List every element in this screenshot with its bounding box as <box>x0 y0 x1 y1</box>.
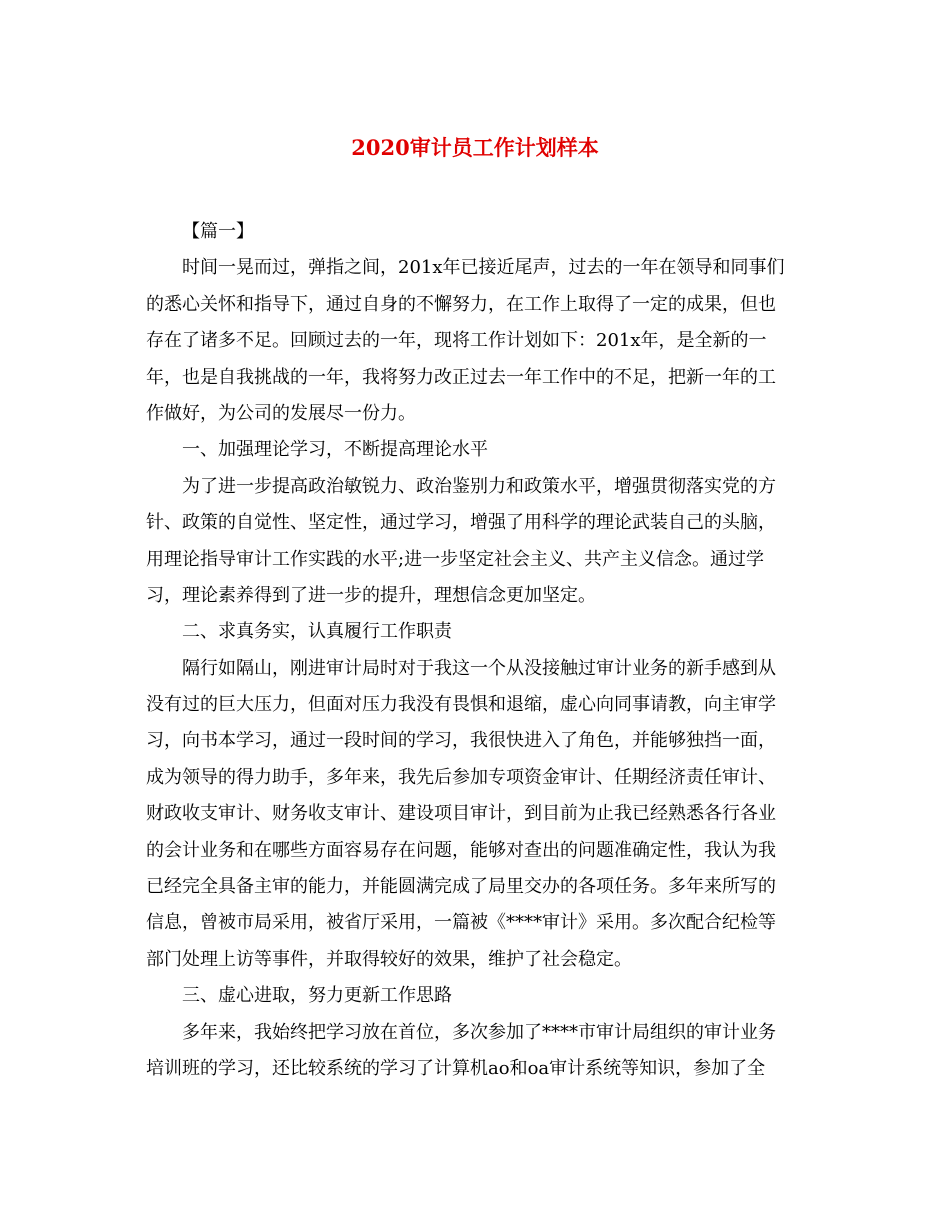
section-heading: 三、虚心进取，努力更新工作思路 <box>182 985 452 1007</box>
section-heading: 一、加强理论学习，不断提高理论水平 <box>182 439 488 461</box>
paragraph-line: 部门处理上访等事件，并取得较好的效果，维护了社会稳定。 <box>146 948 632 970</box>
section-heading: 二、求真务实，认真履行工作职责 <box>182 621 452 643</box>
paragraph-line: 的会计业务和在哪些方面容易存在问题，能够对查出的问题准确定性，我认为我 <box>146 839 776 861</box>
paragraph-line: 时间一晃而过，弹指之间，201x年已接近尾声，过去的一年在领导和同事们 <box>182 257 785 279</box>
paragraph-line: 多年来，我始终把学习放在首位，多次参加了****市审计局组织的审计业务 <box>182 1021 776 1043</box>
paragraph-line: 成为领导的得力助手，多年来，我先后参加专项资金审计、任期经济责任审计、 <box>146 766 776 788</box>
paragraph-line: 为了进一步提高政治敏锐力、政治鉴别力和政策水平，增强贯彻落实党的方 <box>182 475 776 497</box>
paragraph-line: 针、政策的自觉性、坚定性，通过学习，增强了用科学的理论武装自己的头脑， <box>146 512 776 534</box>
paragraph-line: 习，理论素养得到了进一步的提升，理想信念更加坚定。 <box>146 584 596 606</box>
document-body <box>146 214 806 1087</box>
paragraph-line: 的悉心关怀和指导下，通过自身的不懈努力，在工作上取得了一定的成果，但也 <box>146 293 776 315</box>
paragraph-line: 用理论指导审计工作实践的水平;进一步坚定社会主义、共产主义信念。通过学 <box>146 548 765 570</box>
paragraph-line: 财政收支审计、财务收支审计、建设项目审计，到目前为止我已经熟悉各行各业 <box>146 803 776 825</box>
paragraph-line: 习，向书本学习，通过一段时间的学习，我很快进入了角色，并能够独挡一面， <box>146 730 776 752</box>
paragraph-line: 隔行如隔山，刚进审计局时对于我这一个从没接触过审计业务的新手感到从 <box>182 657 776 679</box>
paragraph-line: 作做好，为公司的发展尽一份力。 <box>146 402 416 424</box>
document-title: 2020审计员工作计划样本 <box>351 135 599 160</box>
paragraph-line: 没有过的巨大压力，但面对压力我没有畏惧和退缩，虚心向同事请教，向主审学 <box>146 694 776 716</box>
paragraph-line: 信息，曾被市局采用，被省厅采用，一篇被《****审计》采用。多次配合纪检等 <box>146 912 776 934</box>
paragraph-line: 年，也是自我挑战的一年，我将努力改正过去一年工作中的不足，把新一年的工 <box>146 366 776 388</box>
paragraph-line: 培训班的学习，还比较系统的学习了计算机ao和oa审计系统等知识，参加了全 <box>146 1057 766 1079</box>
paragraph-line: 已经完全具备主审的能力，并能圆满完成了局里交办的各项任务。多年来所写的 <box>146 876 776 898</box>
paragraph-line: 存在了诸多不足。回顾过去的一年，现将工作计划如下：201x年，是全新的一 <box>146 330 767 352</box>
section-label: 【篇一】 <box>182 221 254 242</box>
